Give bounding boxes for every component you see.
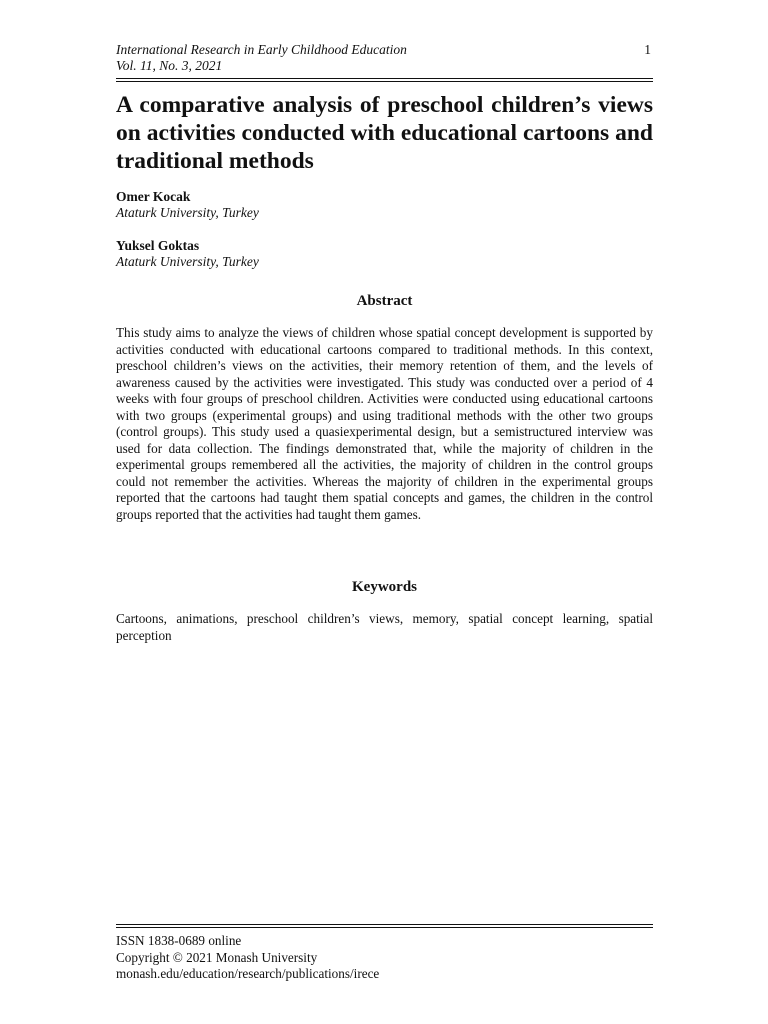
abstract-heading: Abstract	[356, 293, 413, 309]
issn-line: ISSN 1838-0689 online	[116, 933, 242, 948]
author-name: Omer Kocak	[116, 189, 191, 204]
abstract-text: This study aims to analyze the views of children whose spatial concept development is supported by activities conducted with educational cartoons compared to traditional methods. In this context, preschool children’s views on the activities, their memory retention of them, and the levels of awareness caused by the activities were investigated. This study was conducted over a period of 4 weeks with four groups of preschool children. Activities were conducted using educational cartoons with two groups (experimental groups) and using traditional methods with the other two groups (control groups). This study used a quasiexperimental design, but a semistructured interview was used for data collection. The findings demonstrated that, while the majority of children in the experimental groups remembered all the activities, the majority of children in the control groups could not remember the activities. Whereas the majority of children in the experimental groups reported that the cartoons had taught them spatial concepts and games, the children in the control groups reported that the activities had taught them games.	[116, 325, 653, 522]
author-block-1	[116, 189, 259, 221]
page-footer	[116, 933, 379, 983]
running-head	[116, 42, 653, 74]
author-name: Yuksel Goktas	[116, 238, 200, 253]
journal-name: International Research in Early Childhood Education	[116, 42, 407, 57]
footer-rule	[116, 924, 653, 928]
header-rule	[116, 78, 653, 82]
author-affiliation: Ataturk University, Turkey	[116, 205, 259, 220]
publisher-url: monash.edu/education/research/publications/irece	[116, 966, 380, 981]
copyright-line: Copyright © 2021 Monash University	[116, 949, 318, 965]
keywords-text: Cartoons, animations, preschool children’s views, memory, spatial concept learning, spatial perception	[116, 611, 653, 643]
author-block-2	[116, 238, 259, 270]
journal-volume: Vol. 11, No. 3, 2021	[116, 58, 223, 73]
author-affiliation: Ataturk University, Turkey	[116, 254, 259, 269]
article-title: A comparative analysis of preschool children’s views on activities conducted with educational cartoons and traditional methods	[116, 92, 653, 174]
keywords-heading: Keywords	[352, 579, 417, 595]
paper-page	[116, 0, 653, 1024]
page-number: 1	[644, 42, 651, 57]
